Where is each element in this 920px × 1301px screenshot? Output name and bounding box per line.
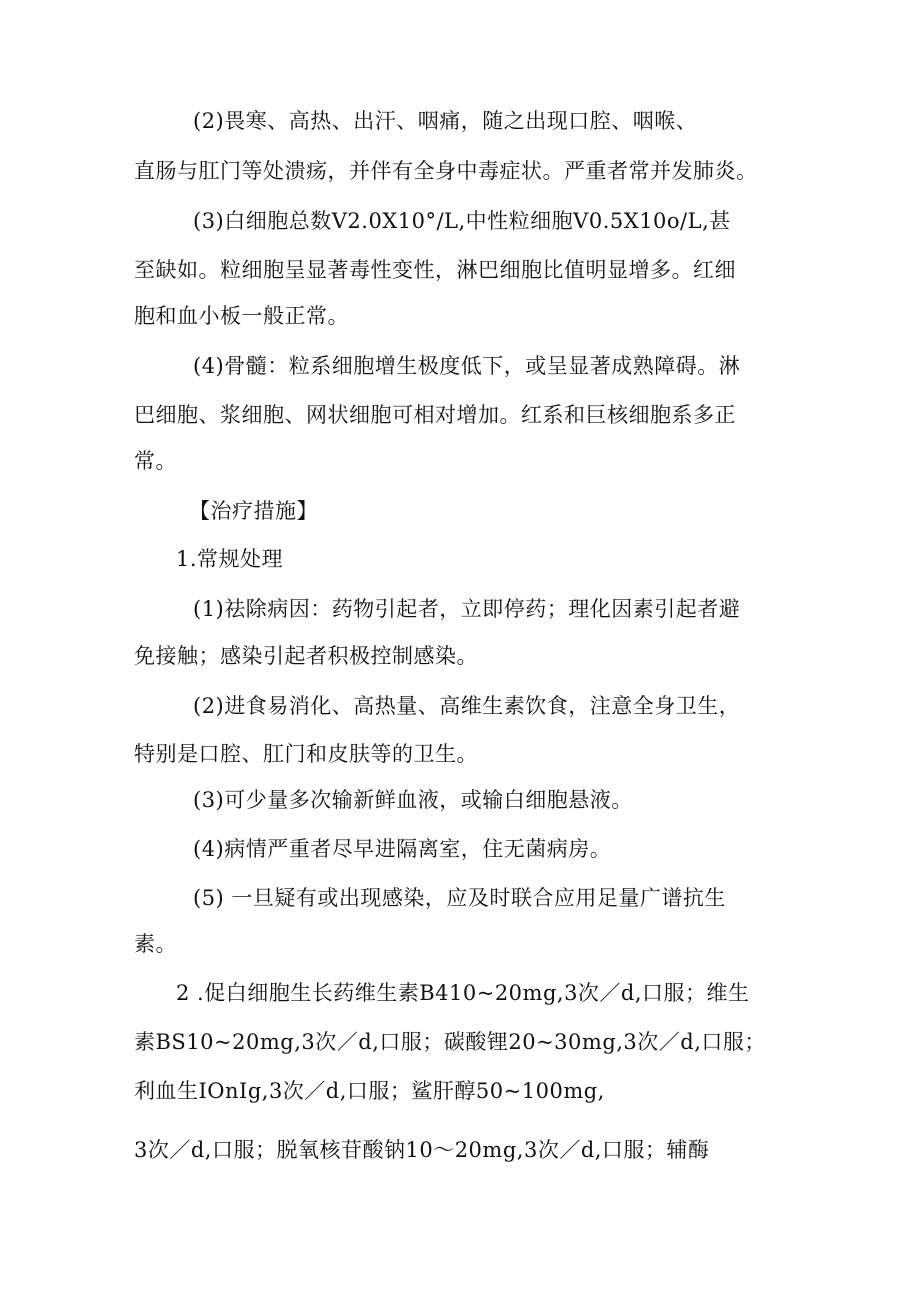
text-line: 利血生IOnIg,3次／d,口服；鲨肝醇50~100mg, xyxy=(134,1079,605,1103)
text-line: 素。 xyxy=(134,932,177,956)
text-line: 2 .促白细胞生长药维生素B410~20mg,3次／d,口服；维生 xyxy=(176,981,750,1005)
text-line: (4)骨髓：粒系细胞增生极度低下，或呈显著成熟障碍。淋 xyxy=(193,354,741,378)
text-line: (2)畏寒、高热、出汗、咽痛，随之出现口腔、咽喉、 xyxy=(193,109,698,133)
section-heading: 【治疗措施】 xyxy=(189,499,318,523)
text-line: 巴细胞、浆细胞、网状细胞可相对增加。红系和巨核细胞系多正 xyxy=(134,403,736,427)
text-line: 胞和血小板一般正常。 xyxy=(134,304,349,328)
text-line: 至缺如。粒细胞呈显著毒性变性，淋巴细胞比值明显增多。红细 xyxy=(134,258,736,282)
text-line: (4)病情严重者尽早进隔离室，住无菌病房。 xyxy=(193,837,612,861)
text-line: (5) 一旦疑有或出现感染，应及时联合应用足量广谱抗生 xyxy=(193,886,726,910)
text-line: 直肠与肛门等处溃疡，并伴有全身中毒症状。严重者常并发肺炎。 xyxy=(134,159,758,183)
text-line: 素BS10~20mg,3次／d,口服；碳酸锂20~30mg,3次／d,口服； xyxy=(134,1030,766,1054)
text-line: 免接触；感染引起者积极控制感染。 xyxy=(134,644,478,668)
text-line: (3)白细胞总数V2.0X10°/L,中性粒细胞V0.5X10o/L,甚 xyxy=(193,209,731,233)
text-line: 特别是口腔、肛门和皮肤等的卫生。 xyxy=(134,742,478,766)
text-line: 3次／d,口服；脱氧核苷酸钠10～20mg,3次／d,口服；辅酶 xyxy=(134,1138,710,1162)
subsection-heading: 1.常规处理 xyxy=(176,547,284,571)
text-line: 常。 xyxy=(134,449,177,473)
text-line: (1)祛除病因：药物引起者，立即停药；理化因素引起者避 xyxy=(193,597,741,621)
text-line: (2)进食易消化、高热量、高维生素饮食，注意全身卫生， xyxy=(193,694,741,718)
text-line: (3)可少量多次输新鲜血液，或输白细胞悬液。 xyxy=(193,788,633,812)
